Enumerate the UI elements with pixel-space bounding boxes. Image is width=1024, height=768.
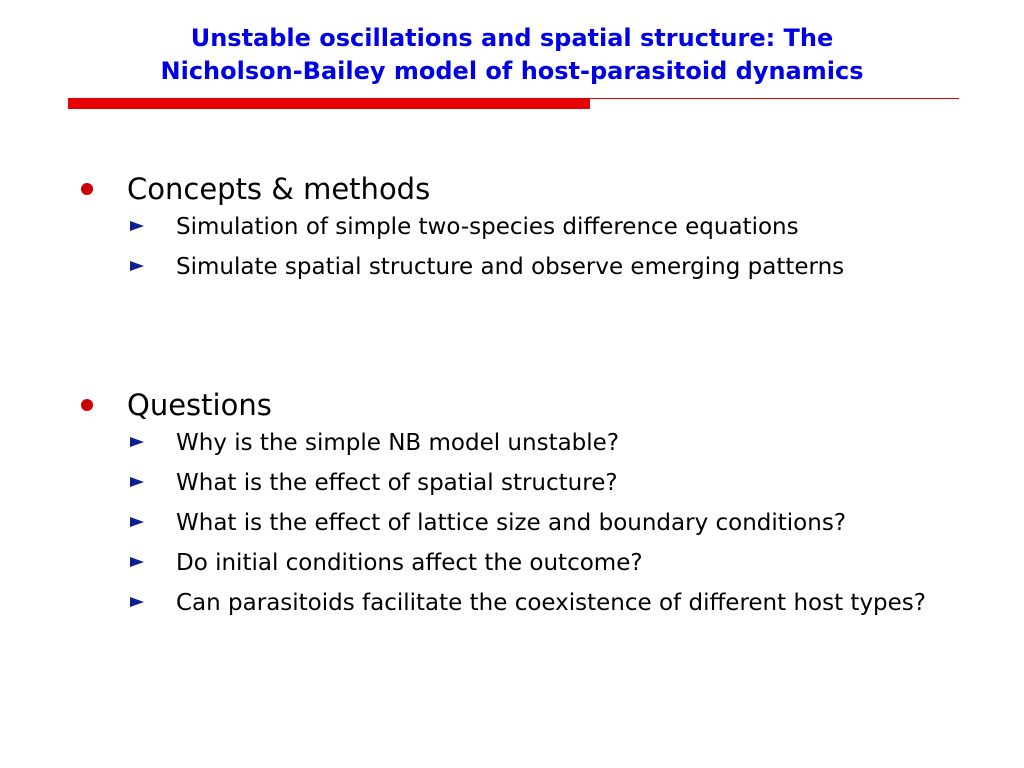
list-item-text: Simulate spatial structure and observe emerging patterns: [176, 254, 845, 280]
triangle-bullet-icon: [130, 517, 144, 527]
triangle-bullet-icon: [130, 557, 144, 567]
section-header: [0, 170, 1024, 210]
triangle-bullet-icon: [130, 221, 144, 231]
list-item: [0, 426, 1024, 460]
triangle-bullet-icon: [130, 437, 144, 447]
slide-title: [40, 22, 984, 88]
list-item-text: Simulation of simple two-species difference equations: [176, 214, 799, 240]
list-item-text: What is the effect of lattice size and boundary conditions?: [176, 510, 847, 536]
section-label: Questions: [127, 388, 272, 422]
section-label: Concepts & methods: [127, 172, 431, 206]
title-underline-thick: [68, 98, 590, 109]
list-item: [0, 506, 1024, 540]
bullet-dot-icon: [81, 399, 93, 411]
sub-bullet-list: [0, 426, 1024, 620]
section-questions: [0, 386, 1024, 626]
list-item-text: Can parasitoids facilitate the coexistence of different host types?: [176, 590, 926, 616]
list-item: [0, 586, 1024, 620]
list-item-text: Do initial conditions affect the outcome?: [176, 550, 643, 576]
triangle-bullet-icon: [130, 261, 144, 271]
list-item: [0, 546, 1024, 580]
section-header: [0, 386, 1024, 426]
triangle-bullet-icon: [130, 597, 144, 607]
triangle-bullet-icon: [130, 477, 144, 487]
bullet-dot-icon: [81, 183, 93, 195]
list-item: [0, 210, 1024, 244]
list-item-text: Why is the simple NB model unstable?: [176, 430, 620, 456]
sub-bullet-list: [0, 210, 1024, 284]
section-concepts-methods: [0, 170, 1024, 290]
list-item: [0, 466, 1024, 500]
title-line-1: Unstable oscillations and spatial structure: The: [190, 24, 834, 52]
list-item: [0, 250, 1024, 284]
title-line-2: Nicholson-Bailey model of host-parasitoid dynamics: [160, 57, 864, 85]
list-item-text: What is the effect of spatial structure?: [176, 470, 618, 496]
